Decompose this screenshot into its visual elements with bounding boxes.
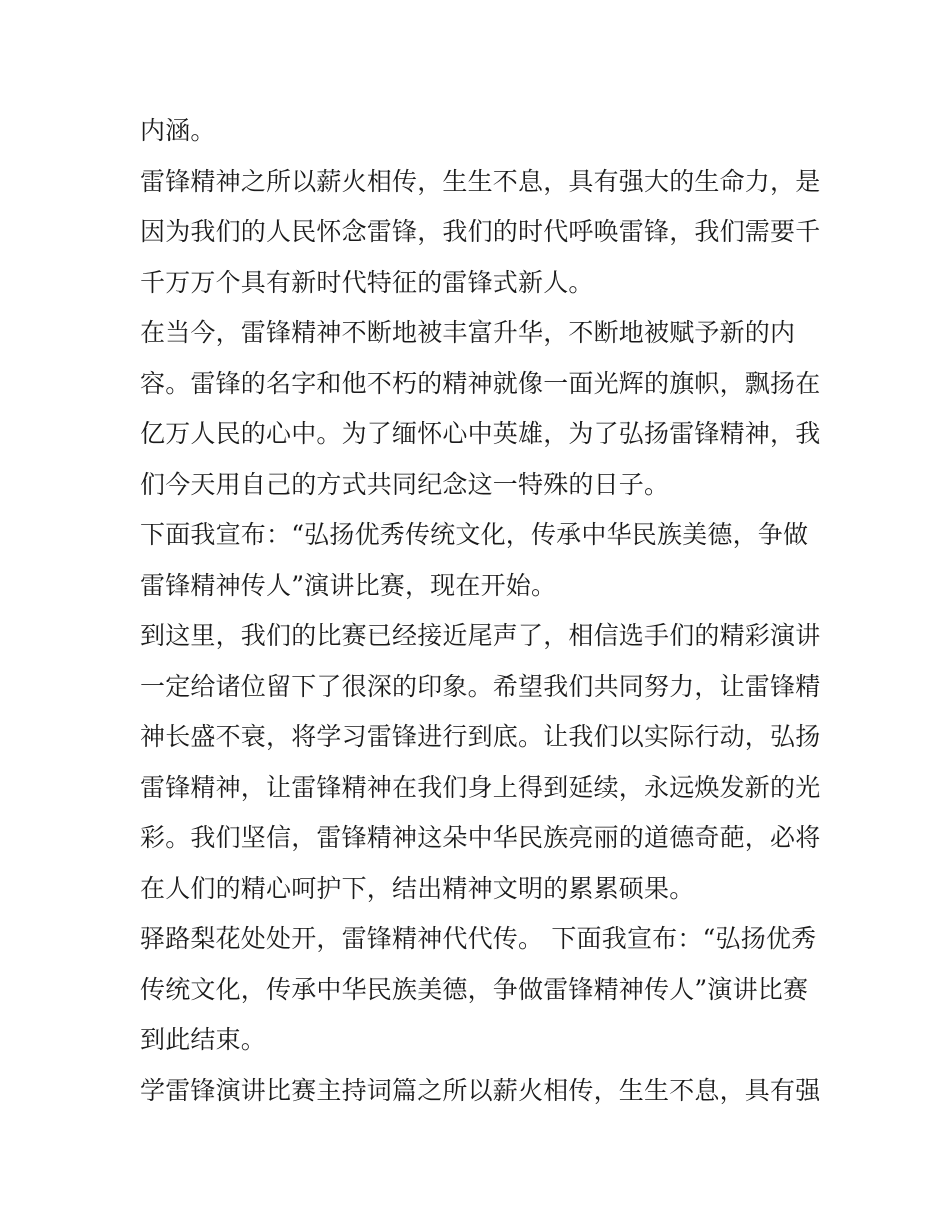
text-line: 们今天用自己的方式共同纪念这一特殊的日子。 xyxy=(140,469,670,499)
text-line: 到这里，我们的比赛已经接近尾声了，相信选手们的精彩演讲 xyxy=(140,621,820,650)
text-line: 千万万个具有新时代特征的雷锋式新人。 xyxy=(140,267,594,297)
document-page xyxy=(140,106,820,1216)
text-line: 传统文化，传承中华民族美德，争做雷锋精神传人”演讲比赛 xyxy=(140,974,809,1004)
text-line: 雷锋精神传人”演讲比赛，现在开始。 xyxy=(140,570,557,600)
text-line: 在人们的精心呵护下，结出精神文明的累累硕果。 xyxy=(140,873,695,903)
text-line: 雷锋精神之所以薪火相传，生生不息，具有强大的生命力，是 xyxy=(140,166,820,196)
text-line: 驿路梨花处处开，雷锋精神代代传。 下面我宣布：“弘扬优秀 xyxy=(140,924,817,953)
text-line: 到此结束。 xyxy=(140,1025,267,1054)
text-line: 容。雷锋的名字和他不朽的精神就像一面光辉的旗帜，飘扬在 xyxy=(140,368,820,398)
text-line: 学雷锋演讲比赛主持词篇之所以薪火相传，生生不息，具有强 xyxy=(140,1075,820,1105)
text-line: 在当今，雷锋精神不断地被丰富升华，不断地被赋予新的内 xyxy=(140,318,796,347)
text-line: 彩。我们坚信，雷锋精神这朵中华民族亮丽的道德奇葩，必将 xyxy=(140,823,820,852)
text-line: 雷锋精神，让雷锋精神在我们身上得到延续，永远焕发新的光 xyxy=(140,772,820,802)
text-line: 一定给诸位留下了很深的印象。希望我们共同努力，让雷锋精 xyxy=(140,671,820,701)
text-line: 下面我宣布：“弘扬优秀传统文化，传承中华民族美德，争做 xyxy=(140,520,809,549)
text-line: 因为我们的人民怀念雷锋，我们的时代呼唤雷锋，我们需要千 xyxy=(140,217,820,246)
text-line: 亿万人民的心中。为了缅怀心中英雄，为了弘扬雷锋精神，我 xyxy=(140,419,820,448)
text-line: 内涵。 xyxy=(140,116,216,145)
text-line: 神长盛不衰，将学习雷锋进行到底。让我们以实际行动，弘扬 xyxy=(140,722,820,751)
